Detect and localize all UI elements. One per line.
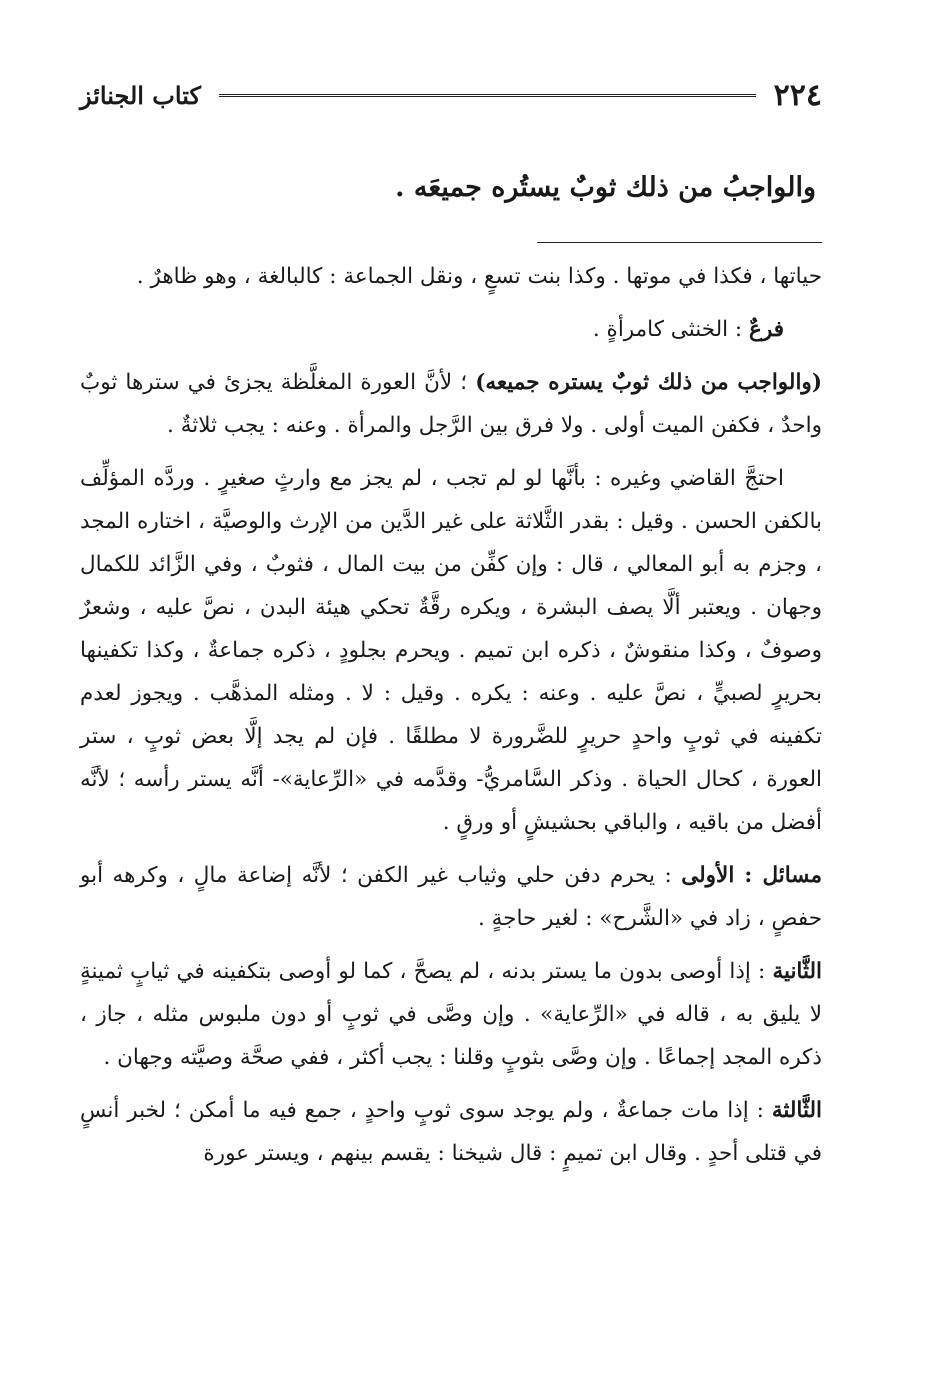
footnote-separator bbox=[537, 242, 822, 243]
matn-text: والواجبُ من ذلك ثوبٌ يستُره جميعَه . bbox=[395, 172, 816, 203]
paragraph-lead: فرعٌ bbox=[749, 317, 784, 342]
commentary-paragraph bbox=[80, 1089, 822, 1175]
book-title: كتاب الجنائز bbox=[80, 80, 201, 110]
commentary-paragraph bbox=[80, 950, 822, 1079]
paragraph-lead: مسائل : الأولى bbox=[681, 863, 823, 888]
paragraph-text: : إذا أوصى بدون ما يستر بدنه ، لم يصحَّ ، كما لو أوصى بتكفينه في ثيابٍ ثمينةٍ لا يليق به ، قاله في «الرِّعاية» . وإن وصَّى في ثوبٍ أو دون ملبوس مثله ، جاز ، ذكره المجد إجماعًا . وإن وصَّى بثوبٍ وقلنا : يجب أكثر ، ففي صحَّة وصيَّته وجهان . bbox=[80, 959, 822, 1070]
commentary-paragraph bbox=[80, 854, 822, 940]
running-header bbox=[80, 70, 822, 120]
book-page bbox=[80, 70, 822, 1185]
paragraph-lead: (والواجب من ذلك ثوبٌ يستره جميعه) bbox=[475, 370, 822, 395]
paragraph-text: احتجَّ القاضي وغيره : بأنَّها لو لم تجب ، لم يجز مع وارثٍ صغيرٍ . وردَّه المؤلِّف بالكفن الحسن . وقيل : بقدر الثَّلاثة على غير الدَّين من الإرث والوصيَّة ، اختاره المجد ، وجزم به أبو المعالي ، قال : وإن كفِّن من بيت المال ، فثوبٌ ، وفي الزَّائد للكمال وجهان . ويعتبر ألَّا يصف البشرة ، ويكره رقَّةٌ تحكي هيئة البدن ، نصَّ عليه ، وشعرٌ وصوفٌ ، وكذا منقوشٌ ، ذكره ابن تميم . ويحرم بجلودٍ ، ذكره جماعةٌ ، وكذا تكفينها بحريرٍ لصبيٍّ ، نصَّ عليه . وعنه : يكره . وقيل : لا . ومثله المذهَّب . ويجوز لعدم تكفينه في ثوبٍ واحدٍ حريرٍ للضَّرورة لا مطلقًا . فإن لم يجد إلَّا بعض ثوبٍ ، ستر العورة ، كحال الحياة . وذكر السَّامريُّ- وقدَّمه في «الرِّعاية»- أنَّه يستر رأسه ؛ لأنَّه أفضل من باقيه ، والباقي بحشيشٍ أو ورقٍ . bbox=[80, 466, 822, 835]
paragraph-lead: الثَّانية bbox=[772, 959, 822, 984]
paragraph-text: : يحرم دفن حلي وثياب غير الكفن ؛ لأنَّه إضاعة مالٍ ، وكرهه أبو حفصٍ ، زاد في «الشَّرح» : لغير حاجةٍ . bbox=[80, 863, 822, 931]
page-number: ٢٢٤ bbox=[773, 77, 822, 113]
commentary-paragraph bbox=[80, 361, 822, 447]
paragraph-text: ؛ لأنَّ العورة المغلَّظة يجزئ في سترها ثوبٌ واحدٌ ، فكفن الميت أولى . ولا فرق بين الرَّجل والمرأة . وعنه : يجب ثلاثةٌ . bbox=[80, 370, 822, 438]
paragraph-lead: الثَّالثة bbox=[771, 1098, 822, 1123]
commentary bbox=[80, 255, 822, 1175]
commentary-paragraph bbox=[80, 308, 822, 351]
paragraph-text: : إذا مات جماعةٌ ، ولم يوجد سوى ثوبٍ واحدٍ ، جمع فيه ما أمكن ؛ لخبر أنسٍ في قتلى أحدٍ . وقال ابن تميمٍ : قال شيخنا : يقسم بينهم ، ويستر عورة bbox=[80, 1098, 822, 1166]
header-rule bbox=[219, 94, 756, 97]
commentary-paragraph bbox=[80, 255, 822, 298]
commentary-paragraph bbox=[80, 457, 822, 844]
paragraph-text: : الخنثى كامرأةٍ . bbox=[592, 317, 750, 342]
paragraph-text: حياتها ، فكذا في موتها . وكذا بنت تسعٍ ، ونقل الجماعة : كالبالغة ، وهو ظاهرٌ . bbox=[136, 264, 822, 289]
